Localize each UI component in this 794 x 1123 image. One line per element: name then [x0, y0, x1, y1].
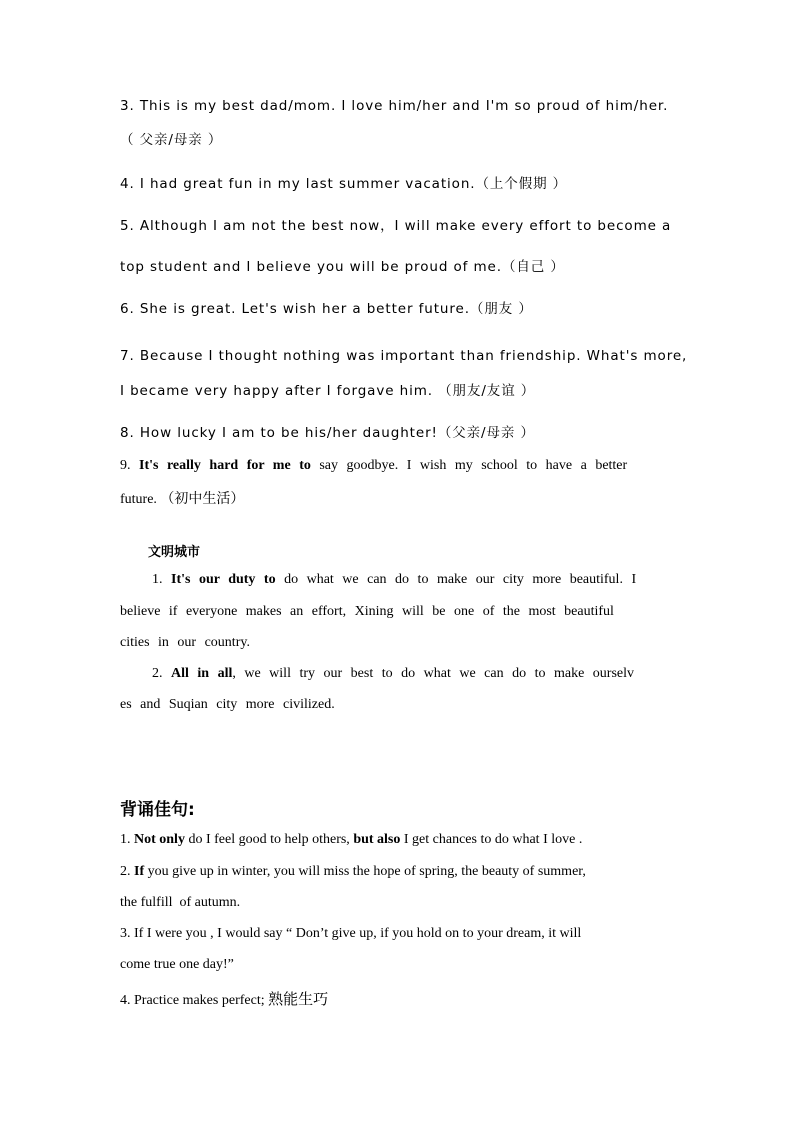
sentence-5-line-1: 5. Although I am not the best now，I will make every effort to become a [120, 218, 672, 234]
sentence-6: 6. She is great. Let's wish her a better future.（朋友 ） [120, 301, 533, 317]
civilized-1-rest: do what we can do to make our city more beautiful. I [275, 572, 637, 587]
sentence-3-line-1: 3. This is my best dad/mom. I love him/her and I'm so proud of him/her. [120, 98, 669, 114]
civilized-city-title: 文明城市 [148, 545, 201, 560]
sentence-9-line-2: future. （初中生活） [120, 492, 245, 507]
sentence-7-line-1: 7. Because I thought nothing was important than friendship. What's more, [120, 348, 688, 364]
recite-3-line-1: 3. If I were you , I would say “ Don’t give up, if you hold on to your dream, it will [120, 926, 582, 941]
civilized-1-line-2: believe if everyone makes an effort, Xining will be one of the most beautiful [120, 604, 614, 619]
sentence-9-number: 9. [120, 458, 139, 473]
recite-3-line-2: come true one day!” [120, 957, 234, 972]
sentence-3-line-2: （ 父亲/母亲 ） [120, 132, 223, 148]
sentence-9-bold-phrase: It's really hard for me to [139, 458, 311, 473]
civilized-1-number: 1. [152, 572, 171, 587]
recite-1-number: 1. [120, 832, 134, 847]
civilized-2-line-1 [152, 666, 634, 682]
civilized-2-bold-phrase: All in all [171, 666, 233, 681]
recite-title: 背诵佳句: [120, 800, 195, 820]
recite-4-english: 4. Practice makes perfect; [120, 993, 269, 1008]
sentence-4: 4. I had great fun in my last summer vacation.（上个假期 ） [120, 176, 568, 192]
civilized-2-rest: , we will try our best to do what we can do to make ourselv [232, 666, 635, 681]
recite-4 [120, 988, 328, 1009]
recite-2-rest: you give up in winter, you will miss the hope of spring, the beauty of summer, [144, 864, 586, 879]
sentence-8: 8. How lucky I am to be his/her daughter!（父亲/母亲 ） [120, 425, 535, 441]
recite-1-bold-not-only: Not only [134, 832, 185, 847]
recite-2-line-1 [120, 864, 586, 880]
sentence-9-rest: say goodbye. I wish my school to have a better [310, 458, 628, 473]
civilized-2-number: 2. [152, 666, 171, 681]
recite-1-rest: I get chances to do what I love . [400, 832, 583, 847]
recite-1-middle: do I feel good to help others, [184, 832, 354, 847]
recite-2-line-2: the fulfill of autumn. [120, 895, 241, 910]
civilized-1-bold-phrase: It's our duty to [171, 572, 276, 587]
recite-2-bold-if: If [134, 864, 145, 879]
civilized-2-line-2: es and Suqian city more civilized. [120, 697, 335, 712]
civilized-1-line-1 [152, 572, 636, 588]
recite-4-chinese: 熟能生巧 [268, 990, 329, 1008]
civilized-1-line-3: cities in our country. [120, 635, 250, 650]
recite-1 [120, 832, 582, 848]
recite-1-bold-but-also: but also [353, 832, 401, 847]
recite-2-number: 2. [120, 864, 134, 879]
sentence-7-line-2: I became very happy after I forgave him. （朋友/友谊 ） [120, 383, 536, 399]
sentence-9-line-1 [120, 458, 627, 474]
sentence-5-line-2: top student and I believe you will be proud of me.（自己 ） [120, 259, 565, 275]
